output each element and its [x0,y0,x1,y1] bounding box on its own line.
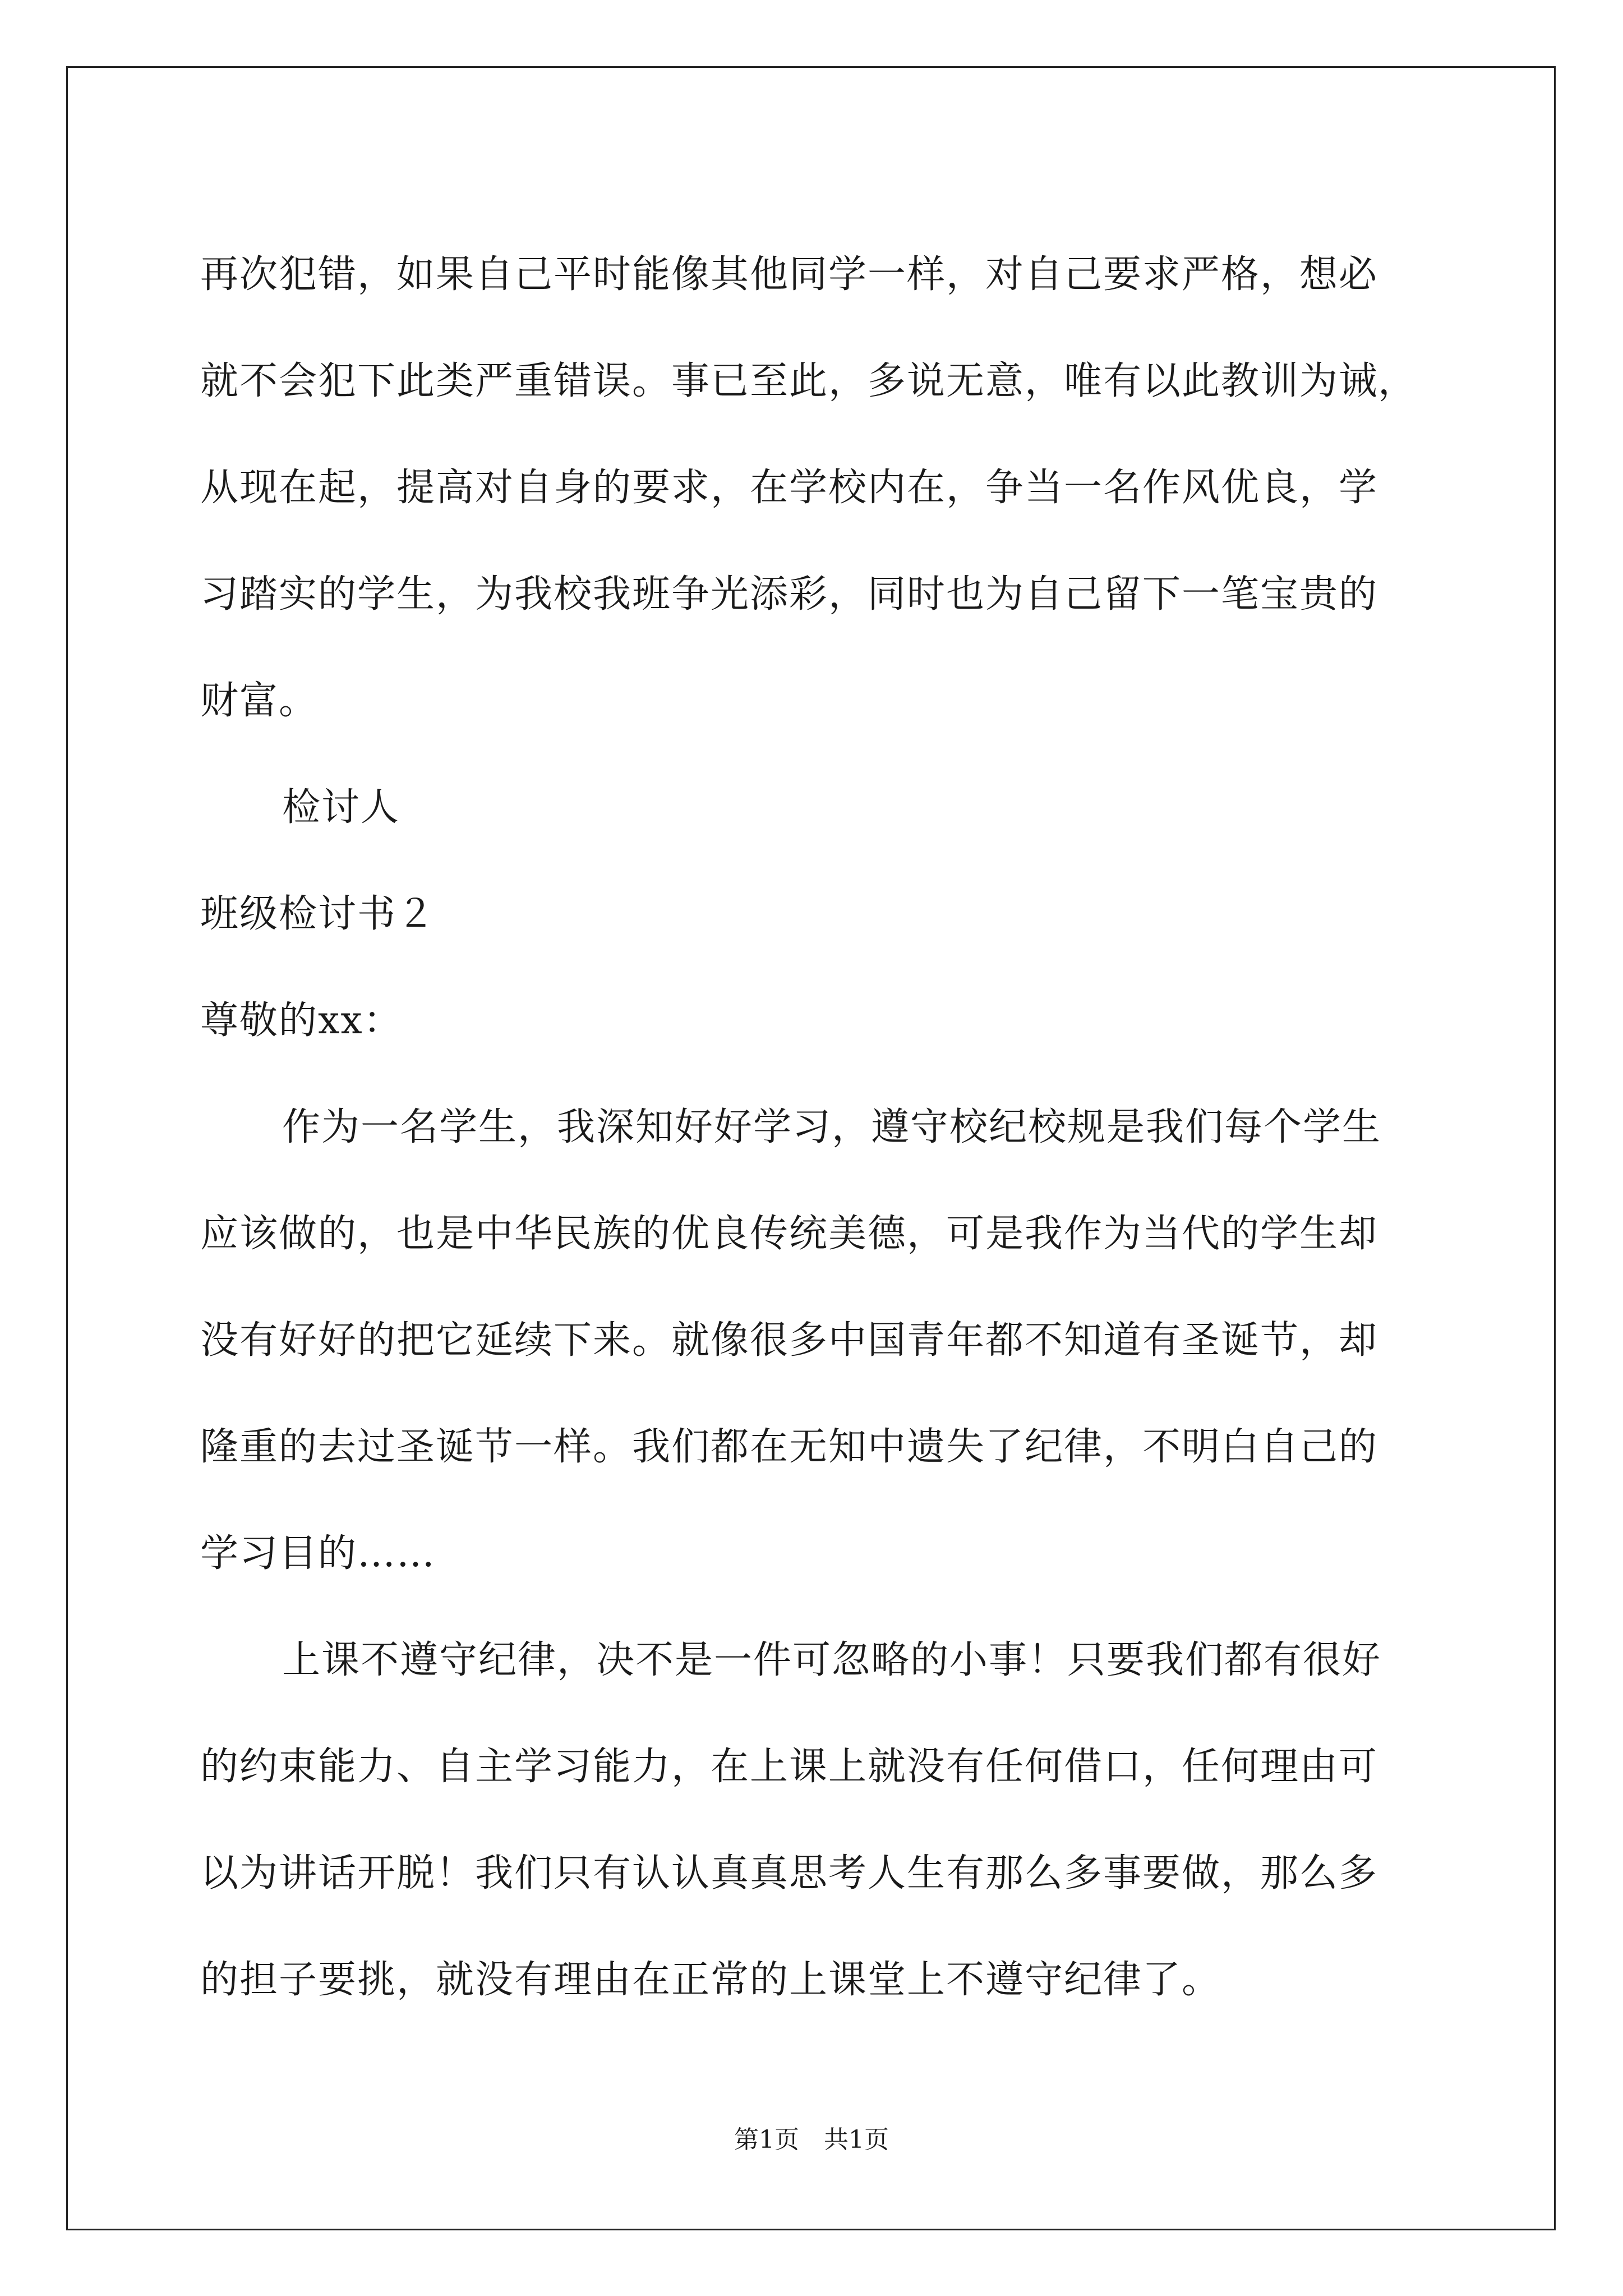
text-line: 应该做的，也是中华民族的优良传统美德，可是我作为当代的学生却 [200,1212,1378,1256]
document-body [200,222,1423,2033]
text-line: 学习目的…… [200,1531,436,1576]
text-line: 作为一名学生，我深知好好学习，遵守校纪校规是我们每个学生 [282,1105,1382,1149]
text-line: 财富。 [200,679,319,723]
section-title: 班级检讨书２ [200,892,436,936]
text-line: 没有好好的把它延续下来。就像很多中国青年都不知道有圣诞节，却 [200,1318,1378,1363]
text-line: 就不会犯下此类严重错误。事已至此，多说无意，唯有以此教训为诫， [200,359,1418,403]
page-number-footer: 第1页 共1页 [734,2125,889,2154]
salutation: 尊敬的xx： [200,999,403,1043]
signature-label: 检讨人 [282,785,400,830]
text-line: 再次犯错，如果自己平时能像其他同学一样，对自己要求严格，想必 [200,252,1378,297]
text-line: 的担子要挑，就没有理由在正常的上课堂上不遵守纪律了。 [200,1958,1221,2002]
text-line: 隆重的去过圣诞节一样。我们都在无知中遗失了纪律，不明白自己的 [200,1425,1378,1469]
text-line: 以为讲话开脱！我们只有认认真真思考人生有那么多事要做，那么多 [200,1851,1378,1895]
text-line: 从现在起，提高对自身的要求，在学校内在，争当一名作风优良，学 [200,466,1378,510]
text-line: 上课不遵守纪律，决不是一件可忽略的小事！只要我们都有很好 [282,1638,1382,1682]
text-line: 的约束能力、自主学习能力，在上课上就没有任何借口，任何理由可 [200,1745,1378,1789]
text-line: 习踏实的学生，为我校我班争光添彩，同时也为自己留下一笔宝贵的 [200,572,1378,616]
